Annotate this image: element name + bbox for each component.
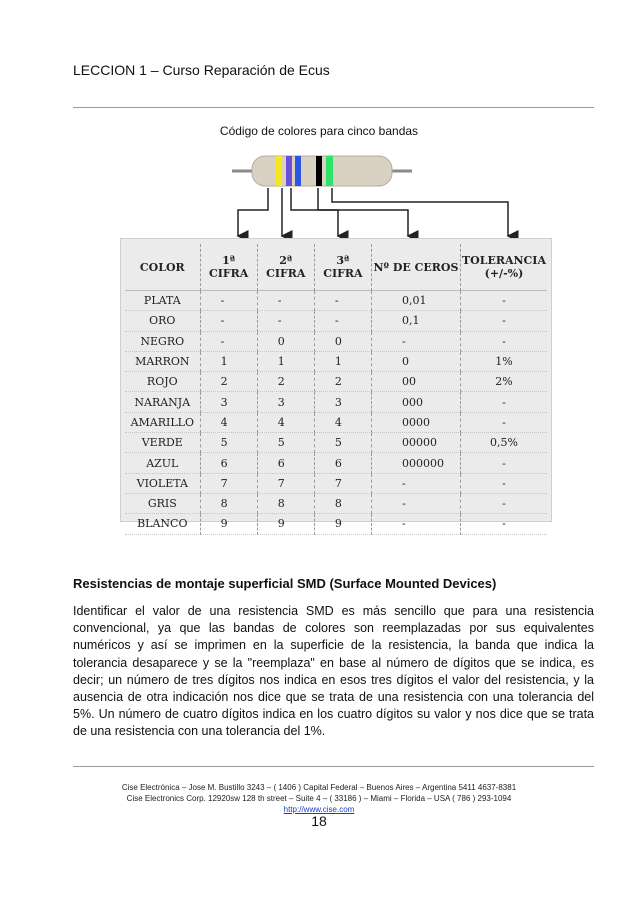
cell-color: GRIS <box>125 494 201 514</box>
color-code-table-frame <box>120 238 552 531</box>
cell-cifra-2: 5 <box>258 433 315 453</box>
table-row <box>125 372 547 392</box>
cell-cifra-1: 3 <box>201 392 258 412</box>
cell-color: ROJO <box>125 372 201 392</box>
header-cifra-1: 1ª CIFRA <box>201 244 258 291</box>
header-cifra-3: 3ª CIFRA <box>315 244 372 291</box>
table-row <box>125 311 547 331</box>
cell-cifra-2: 0 <box>258 332 315 352</box>
header-cifra-2: 2ª CIFRA <box>258 244 315 291</box>
cell-tolerancia: - <box>461 413 547 433</box>
cell-cifra-2: 3 <box>258 392 315 412</box>
cell-cifra-3: 8 <box>315 494 372 514</box>
table-row <box>125 392 547 412</box>
cell-ceros: 0000 <box>372 413 461 433</box>
cell-cifra-3: 2 <box>315 372 372 392</box>
cell-cifra-3: 0 <box>315 332 372 352</box>
header-ceros: Nº DE CEROS <box>372 244 461 291</box>
cell-cifra-1: 9 <box>201 514 258 534</box>
figure-caption: Código de colores para cinco bandas <box>219 124 419 138</box>
cell-cifra-3: 1 <box>315 352 372 372</box>
arrow-band-1 <box>238 188 268 236</box>
cell-ceros: 0 <box>372 352 461 372</box>
table-row <box>125 453 547 473</box>
cell-cifra-3: 9 <box>315 514 372 534</box>
cell-tolerancia: - <box>461 494 547 514</box>
cell-cifra-1: 1 <box>201 352 258 372</box>
header-tolerancia: TOLERANCIA (+/-%) <box>461 244 547 291</box>
cell-cifra-3: - <box>315 311 372 331</box>
table-row <box>125 352 547 372</box>
cell-cifra-2: 2 <box>258 372 315 392</box>
cell-tolerancia: - <box>461 332 547 352</box>
table-row <box>125 291 547 311</box>
cell-cifra-1: - <box>201 332 258 352</box>
arrow-band-5 <box>332 188 508 236</box>
cell-tolerancia: - <box>461 514 547 534</box>
band-arrows <box>218 180 558 240</box>
header-divider <box>73 107 594 108</box>
cell-cifra-1: 4 <box>201 413 258 433</box>
cell-color: NEGRO <box>125 332 201 352</box>
cell-color: MARRON <box>125 352 201 372</box>
table-row <box>125 514 547 534</box>
cell-color: VERDE <box>125 433 201 453</box>
cell-cifra-3: 5 <box>315 433 372 453</box>
table-body <box>125 291 547 535</box>
cell-cifra-1: 7 <box>201 474 258 494</box>
cell-color: ORO <box>125 311 201 331</box>
cell-cifra-2: 4 <box>258 413 315 433</box>
cell-color: BLANCO <box>125 514 201 534</box>
cell-cifra-3: 3 <box>315 392 372 412</box>
cell-ceros: 000000 <box>372 453 461 473</box>
cell-ceros: 00 <box>372 372 461 392</box>
footer-website-link[interactable]: http://www.cise.com <box>283 805 355 814</box>
cell-tolerancia: 1% <box>461 352 547 372</box>
header-color: COLOR <box>125 244 201 291</box>
cell-cifra-3: 7 <box>315 474 372 494</box>
cell-cifra-2: 6 <box>258 453 315 473</box>
cell-cifra-3: 6 <box>315 453 372 473</box>
cell-cifra-1: - <box>201 311 258 331</box>
table-row <box>125 433 547 453</box>
table-row <box>125 332 547 352</box>
cell-ceros: - <box>372 474 461 494</box>
cell-ceros: - <box>372 494 461 514</box>
table-header-row <box>125 244 547 291</box>
footer-address-line-2: Cise Electronics Corp. 12920sw 128 th street – Suite 4 – ( 33186 ) – Miami – Florida – USA ( 786 ) 293-1094 <box>126 794 512 803</box>
page-header-title: LECCION 1 – Curso Reparación de Ecus <box>73 62 330 78</box>
cell-ceros: 0,1 <box>372 311 461 331</box>
cell-tolerancia: - <box>461 311 547 331</box>
page-number: 18 <box>311 813 327 829</box>
cell-ceros: 0,01 <box>372 291 461 311</box>
cell-cifra-2: 8 <box>258 494 315 514</box>
footer-divider <box>73 766 594 767</box>
cell-color: PLATA <box>125 291 201 311</box>
cell-cifra-2: 9 <box>258 514 315 534</box>
cell-tolerancia: - <box>461 291 547 311</box>
cell-tolerancia: - <box>461 453 547 473</box>
cell-ceros: - <box>372 514 461 534</box>
footer-address-line-1: Cise Electrónica – Jose M. Bustillo 3243 – ( 1406 ) Capital Federal – Buenos Aires – Argentina 5411 4637-8381 <box>121 783 517 792</box>
cell-cifra-2: 7 <box>258 474 315 494</box>
cell-color: AMARILLO <box>125 413 201 433</box>
section-body-paragraph: Identificar el valor de una resistencia SMD es más sencillo que para una resistencia convencional, ya que las bandas de colores son reemplazadas por sus equivalentes numéricos y así se imprimen en la superficie de la resistencia, la banda que indica la tolerancia desaparece y se la "reemplaza" en base al número de dígitos que se indica, es decir; un número de tres dígitos nos indica en esos tres dígitos el valor del resistencia, y la ausencia de otra indicación nos dice que se trata de una resistencia con una tolerancia del 5%. Un número de cuatro dígitos indica en los cuatro dígitos su valor y nos dice que se trata de una resistencia con una tolerancia del 1%. <box>73 604 594 739</box>
cell-cifra-1: - <box>201 291 258 311</box>
cell-tolerancia: - <box>461 392 547 412</box>
cell-ceros: - <box>372 332 461 352</box>
cell-cifra-1: 8 <box>201 494 258 514</box>
cell-color: NARANJA <box>125 392 201 412</box>
cell-color: VIOLETA <box>125 474 201 494</box>
table-row <box>125 474 547 494</box>
color-code-table <box>125 244 547 535</box>
cell-cifra-2: - <box>258 311 315 331</box>
cell-color: AZUL <box>125 453 201 473</box>
section-title: Resistencias de montaje superficial SMD (Surface Mounted Devices) <box>73 576 497 591</box>
cell-tolerancia: - <box>461 474 547 494</box>
cell-cifra-2: 1 <box>258 352 315 372</box>
cell-ceros: 000 <box>372 392 461 412</box>
cell-cifra-1: 6 <box>201 453 258 473</box>
cell-cifra-3: 4 <box>315 413 372 433</box>
cell-cifra-2: - <box>258 291 315 311</box>
footer <box>0 782 638 815</box>
arrow-band-3 <box>291 188 338 236</box>
cell-tolerancia: 2% <box>461 372 547 392</box>
table-row <box>125 413 547 433</box>
cell-tolerancia: 0,5% <box>461 433 547 453</box>
cell-cifra-3: - <box>315 291 372 311</box>
cell-cifra-1: 5 <box>201 433 258 453</box>
cell-cifra-1: 2 <box>201 372 258 392</box>
cell-ceros: 00000 <box>372 433 461 453</box>
table-row <box>125 494 547 514</box>
